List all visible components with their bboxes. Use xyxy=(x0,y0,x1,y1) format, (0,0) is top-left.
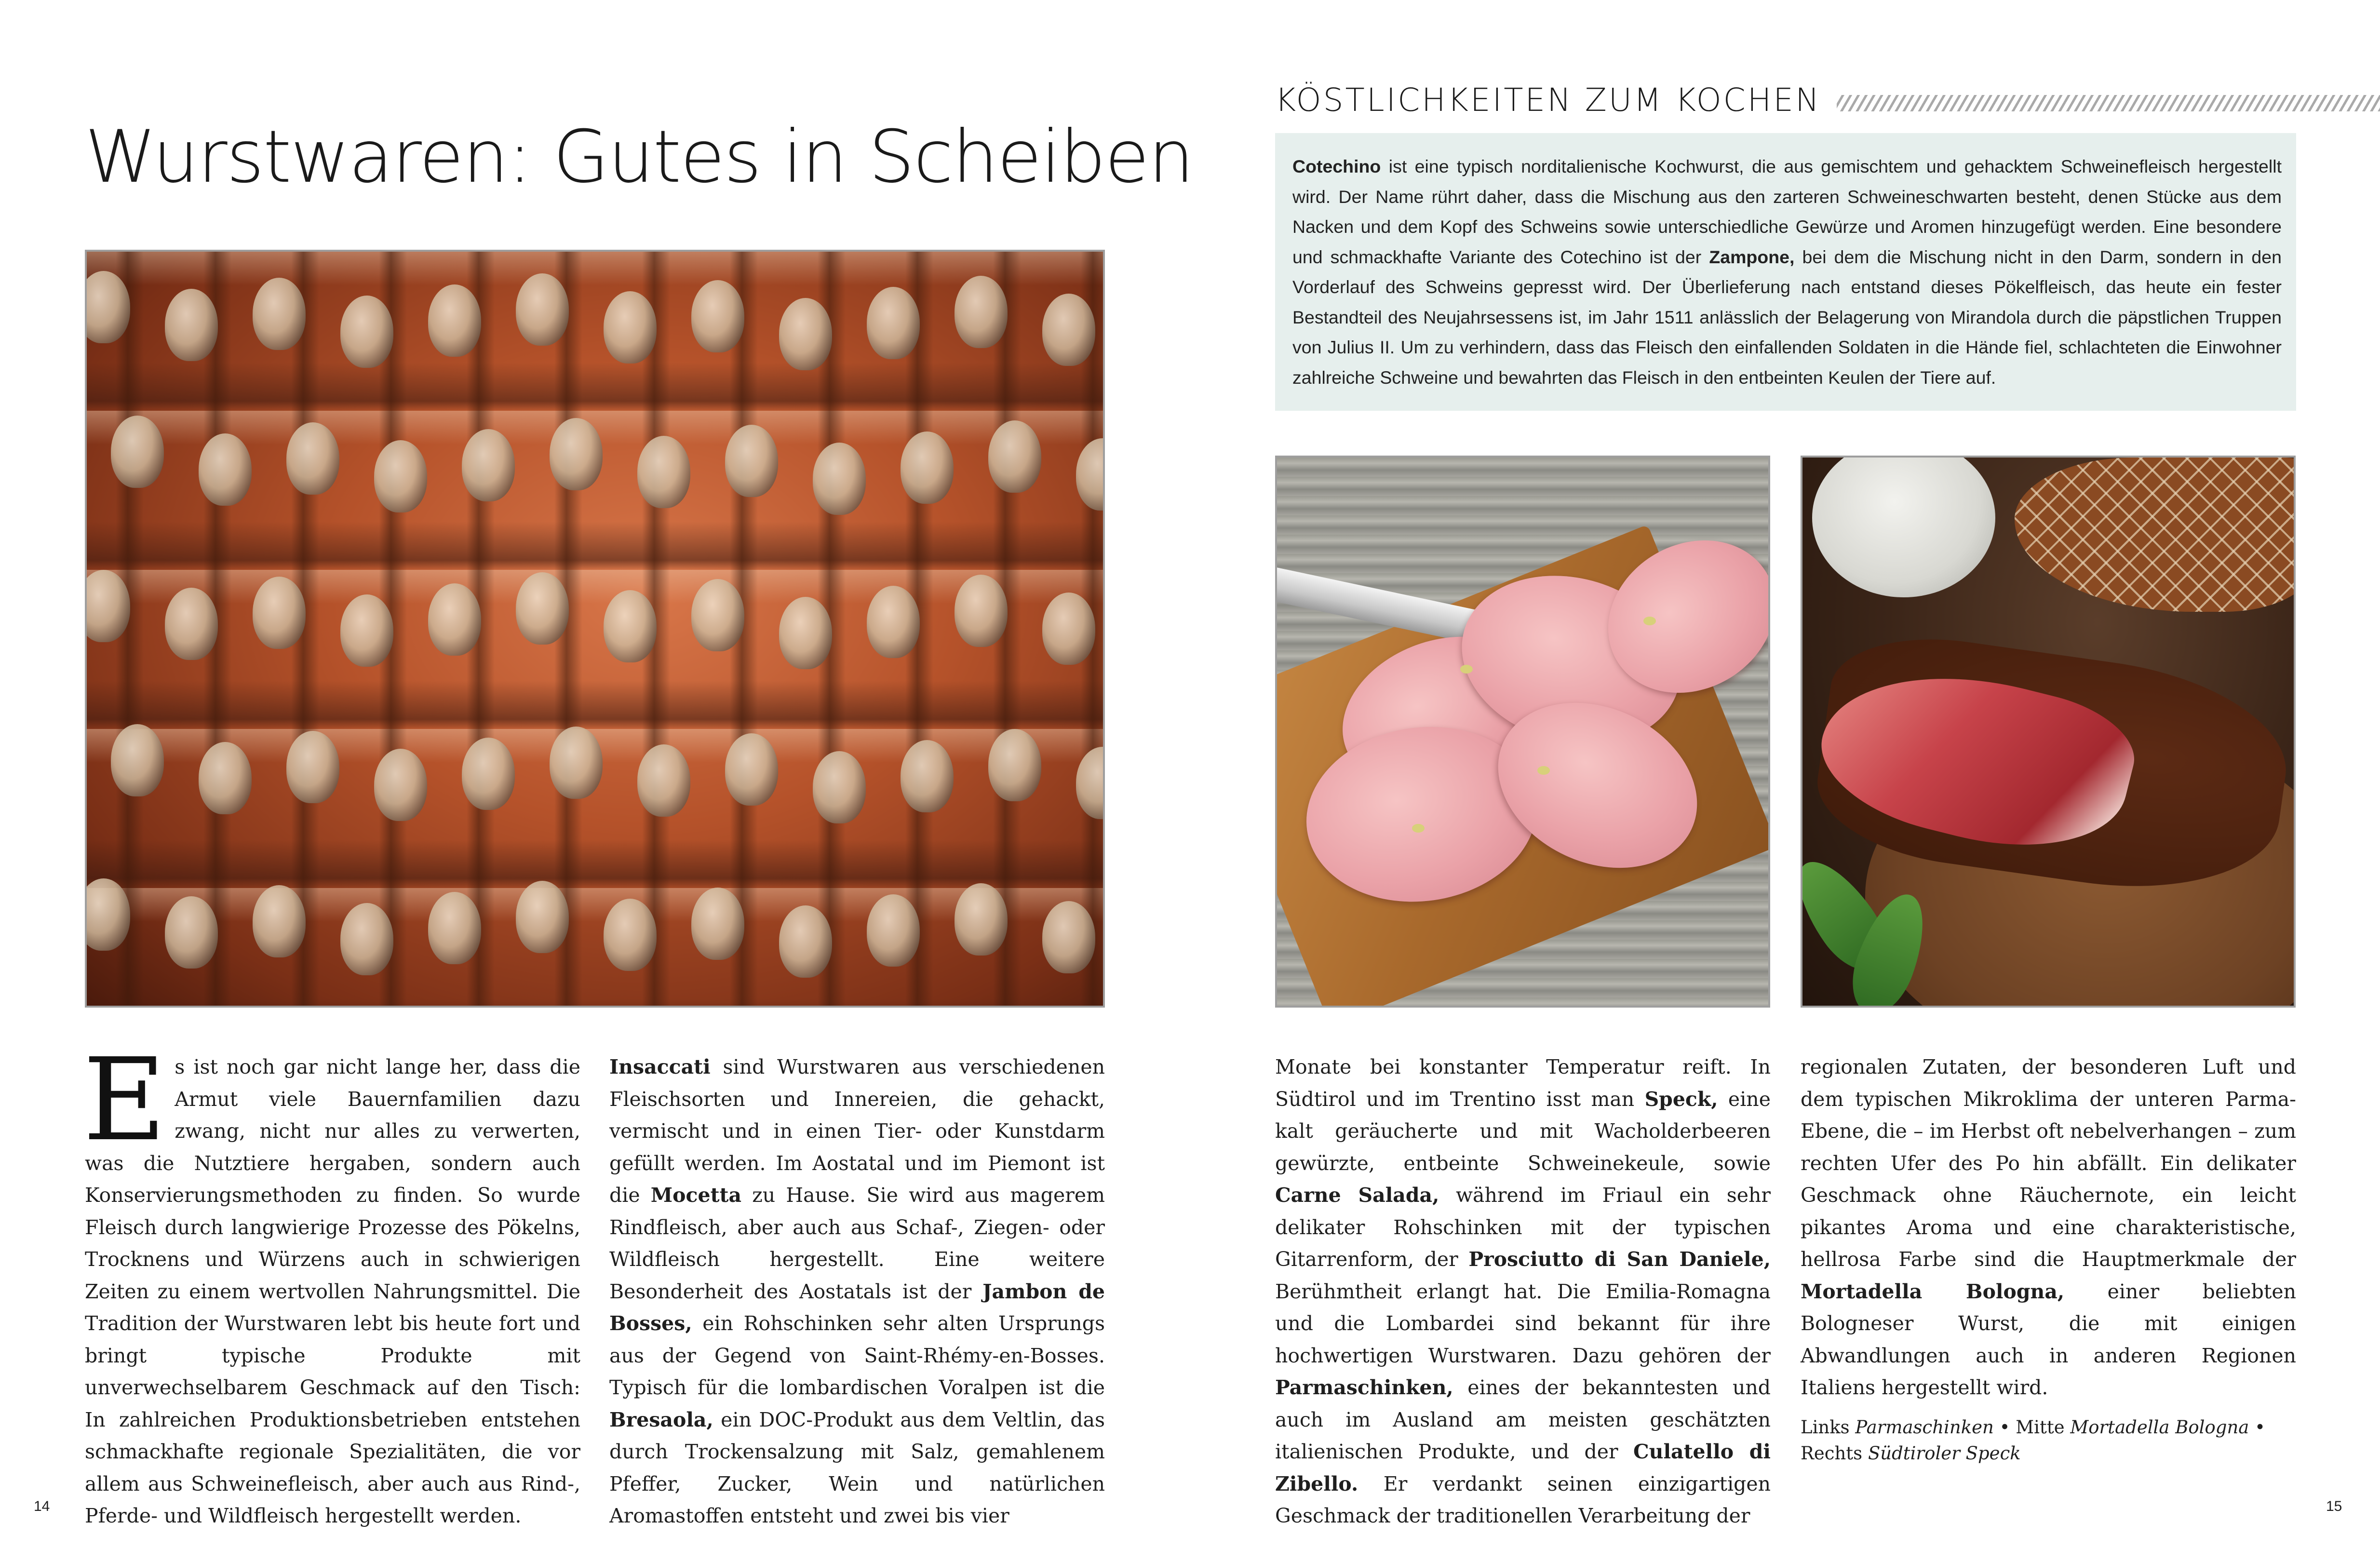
ham-knuckle xyxy=(253,577,306,649)
drop-cap: E xyxy=(83,1034,166,1166)
ham-knuckle xyxy=(85,271,130,343)
ham-knuckle xyxy=(428,892,481,964)
ham-knuckle xyxy=(779,597,832,669)
pistachio xyxy=(1537,766,1550,775)
ham-knuckle xyxy=(725,425,778,497)
ham-knuckle xyxy=(462,738,515,810)
ham-knuckle xyxy=(604,291,657,364)
ham-knuckle xyxy=(1042,294,1095,366)
ham-knuckle xyxy=(111,416,164,488)
body-column-1 xyxy=(83,1034,580,1532)
ham-knuckle xyxy=(462,429,515,501)
ham-knuckle xyxy=(165,896,218,969)
body-column-3 xyxy=(1275,1051,1771,1532)
paragraph-insaccati: Insaccati sind Wurstwaren aus verschiedenen Fleischsorten und Innereien, die gehackt, vermischt und in einen Tier- oder Kunstdarm gefüllt werden. Im Aostatal und im Piemont ist die Mocetta zu Hause. Sie wird aus magerem Rindfleisch, aber auch aus Schaf-, Ziegen- oder Wildfleisch hergestellt. Eine weitere Besonderheit des Aostatals ist der Jambon de Bosses, ein Rohschinken sehr alten Ursprungs aus der Gegend von Saint-Rhémy-en-Bosses. Typisch für die lombardischen Voralpen ist die Bresaola, ein DOC-Produkt aus dem Veltlin, das durch Trockensalzung mit Salz, gemahlenem Pfeffer, Zucker, Wein und natürlichen Aromastoffen entsteht und zwei bis vier xyxy=(609,1055,1105,1527)
body-column-4 xyxy=(1801,1051,2296,1404)
ham-knuckle xyxy=(988,420,1041,493)
term-prosciutto-san-daniele: Prosciutto di San Daniele, xyxy=(1468,1248,1771,1271)
pistachio xyxy=(1643,617,1656,625)
ham-knuckle xyxy=(691,280,744,352)
ham-knuckle xyxy=(1042,593,1095,665)
ham-knuckle xyxy=(85,878,130,951)
photo-speck xyxy=(1801,456,2296,1008)
photo-mortadella xyxy=(1275,456,1770,1008)
photo-hanging-hams xyxy=(85,250,1105,1008)
ham-knuckle xyxy=(813,443,866,515)
ham-knuckle xyxy=(867,894,920,967)
page-number-right: 15 xyxy=(2326,1498,2342,1514)
ham-knuckle xyxy=(691,579,744,651)
ham-knuckle xyxy=(286,731,339,803)
body-column-2 xyxy=(609,1051,1105,1532)
term-bresaola: Bresaola, xyxy=(609,1408,713,1431)
ham-knuckle xyxy=(253,885,306,957)
ham-knuckle xyxy=(779,298,832,370)
ham-knuckle xyxy=(604,899,657,971)
ham-knuckle xyxy=(165,289,218,361)
ham-knuckle xyxy=(901,431,954,504)
ham-knuckle xyxy=(901,740,954,812)
ham-knuckle xyxy=(253,278,306,350)
pistachio xyxy=(1460,665,1473,673)
ham-knuckle xyxy=(955,575,1008,647)
term-cotechino: Cotechino xyxy=(1292,156,1381,176)
ham-knuckle xyxy=(340,594,393,667)
ham-knuckle xyxy=(85,570,130,642)
ham-knuckle xyxy=(516,572,569,645)
ham-knuckle xyxy=(867,586,920,658)
paragraph-regional: Monate bei konstanter Temperatur reift. In Südtirol und im Trentino isst man Speck, eine kalt geräucherte und mit Wacholderbeeren gewürzte, entbeinte Schweinekeule, sowie Carne Salada, während im Friaul ein sehr delikater Rohschinken mit der typischen Gitarrenform, der Prosciutto di San Daniele, Berühmtheit erlangt hat. Die Emilia-Romagna und die Lombardei sind bekannt für ihre hochwertigen Wurstwaren. Dazu gehören der Parmaschinken, eines der bekanntesten und auch im Ausland am meisten geschätzten italienischen Produkte, und der Culatello di Zibello. Er verdankt seinen einzigartigen Geschmack der traditionellen Verarbeitung der xyxy=(1275,1055,1771,1527)
term-mocetta: Mocetta xyxy=(650,1184,742,1207)
netted-meat-shape xyxy=(2015,458,2296,612)
ham-knuckle xyxy=(1042,901,1095,973)
ham-knuckle xyxy=(199,742,252,814)
ham-knuckle xyxy=(199,433,252,506)
ham-knuckle xyxy=(428,284,481,357)
term-zampone: Zampone, xyxy=(1709,246,1795,267)
ham-knuckle xyxy=(374,440,427,512)
ham-knuckle xyxy=(340,296,393,368)
decorative-hatch-rule xyxy=(1837,95,2380,111)
ham-knuckle xyxy=(813,751,866,823)
ham-knuckle xyxy=(516,273,569,346)
ham-knuckle xyxy=(428,583,481,656)
ham-knuckle xyxy=(779,905,832,978)
term-speck: Speck, xyxy=(1644,1087,1718,1111)
ham-knuckle xyxy=(955,883,1008,956)
term-insaccati: Insaccati xyxy=(609,1055,711,1078)
term-carne-salada: Carne Salada, xyxy=(1275,1184,1439,1207)
bowl-shape xyxy=(1812,456,1995,597)
ham-knuckle xyxy=(1076,747,1105,819)
infobox-cotechino xyxy=(1275,133,2296,411)
paragraph-mortadella: regionalen Zutaten, der besonderen Luft und dem typischen Mikroklima der unteren Parma-Ebene, die – im Herbst oft nebelverhangen – zum rechten Ufer des Po hin abfällt. Ein delikater Geschmack ohne Räuchernote, ein leicht pikantes Aroma und eine charakteristische, hellrosa Farbe sind die Hauptmerkmale der Mortadella Bologna, einer beliebten Bologneser Wurst, die mit einigen Abwandlungen auch in anderen Regionen Italiens hergestellt wird. xyxy=(1801,1055,2296,1399)
ham-knuckle xyxy=(604,590,657,662)
term-culatello: Culatello di Zibello. xyxy=(1275,1440,1771,1495)
ham-knuckle xyxy=(955,276,1008,348)
infobox-text: Cotechino ist eine typisch norditalienische Kochwurst, die aus gemischtem und gehacktem Schweinefleisch hergestellt wird. Der Name rührt daher, dass die Mischung aus den zarteren Schweineschwarten besteht, denen Stücke aus dem Nacken und dem Kopf des Schweins sowie unterschiedliche Gewürze und Aromen hinzugefügt werden. Eine besondere und schmackhafte Variante des Cotechino ist der Zampone, bei dem die Mischung nicht in den Darm, sondern in den Vorderlauf des Schweins gepresst wird. Der Überlieferung nach entstand dieses Pökelfleisch, das heute ein fester Bestandteil des Neujahrsessens ist, im Jahr 1511 anlässlich der Belagerung von Mirandola durch die päpstlichen Truppen von Julius II. Um zu verhindern, dass das Fleisch den einfallenden Soldaten in die Hände fiel, schlachteten die Einwohner zahlreiche Schweine und bewahrten das Fleisch in den entbeinten Keulen der Tiere auf. xyxy=(1292,156,2282,388)
page-title: Wurstwaren: Gutes in Scheiben xyxy=(85,115,1194,199)
ham-knuckle xyxy=(516,881,569,953)
page-number-left: 14 xyxy=(34,1498,50,1514)
term-mortadella-bologna: Mortadella Bologna, xyxy=(1801,1280,2065,1303)
ham-knuckle xyxy=(111,724,164,796)
ham-knuckle xyxy=(691,888,744,960)
ham-knuckle xyxy=(1076,438,1105,511)
ham-knuckle xyxy=(165,588,218,660)
ham-knuckle xyxy=(374,749,427,821)
ham-knuckle xyxy=(988,729,1041,801)
term-jambon-de-bosses: Jambon de Bosses, xyxy=(609,1280,1105,1335)
paragraph-intro: Es ist noch gar nicht lange her, dass die Armut viele Bauernfamilien dazu zwang, nicht nur alles zu verwerten, was die Nutztiere hergaben, sondern auch Konservierungsmethoden zu finden. So wurde Fleisch durch langwierige Prozesse des Pökelns, Trocknens und Würzens auch in schwierigen Zeiten zu einem wertvollen Nahrungsmittel. Die Tradition der Wurstwaren lebt bis heute fort und bringt typische Produkte mit unverwechselbarem Geschmack auf den Tisch: In zahlreichen Produktionsbetrieben entstehen schmackhafte regionale Spezialitäten, die vor allem aus Schweinefleisch, aber auch aus Rind-, Pferde- und Wildfleisch hergestellt werden. xyxy=(83,1034,580,1527)
ham-knuckle xyxy=(550,418,603,490)
ham-knuckle xyxy=(637,436,690,508)
photo-caption: Links Parmaschinken • Mitte Mortadella Bologna • Rechts Südtiroler Speck xyxy=(1801,1417,2265,1464)
pistachio xyxy=(1412,824,1425,833)
ham-knuckle xyxy=(550,727,603,799)
term-parmaschinken: Parmaschinken, xyxy=(1275,1376,1453,1399)
ham-knuckle xyxy=(637,744,690,817)
ham-knuckle xyxy=(725,733,778,806)
ham-knuckle xyxy=(340,903,393,975)
section-heading: KÖSTLICHKEITEN ZUM KOCHEN xyxy=(1275,81,1821,119)
ham-knuckle xyxy=(867,287,920,359)
ham-knuckle xyxy=(286,422,339,495)
